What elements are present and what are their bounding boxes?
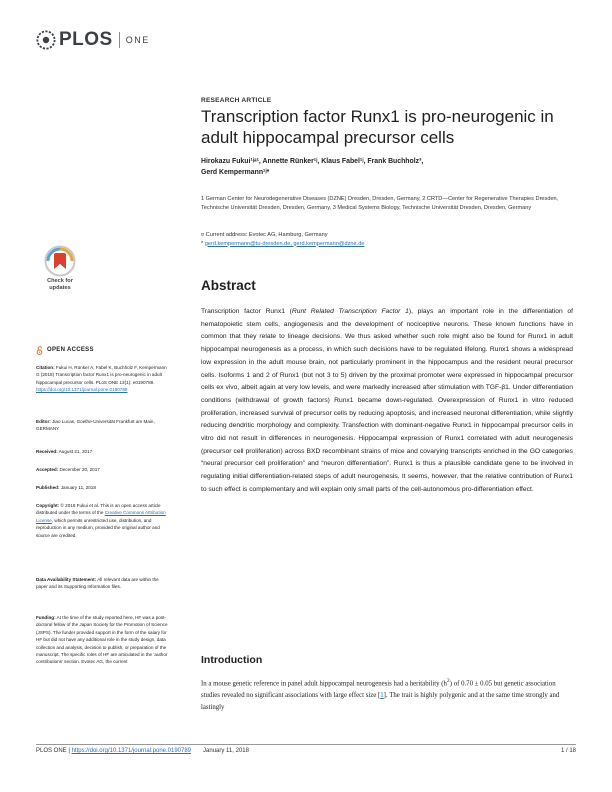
- article-type: RESEARCH ARTICLE: [201, 97, 272, 104]
- intro-text-a: In a mouse genetic reference in panel adult hippocampal neurogenesis had a heritability (h: [201, 680, 447, 688]
- data-availability-block: [36, 576, 168, 591]
- intro-text-c: ]. The trait is highly polygenic and at the same time strongly and lastingly: [201, 692, 560, 712]
- editor-block: [36, 418, 168, 433]
- intro-text-b: ) of 0.70 ± 0.05 but genetic association studies revealed no significant associations with large effect size [: [201, 680, 556, 700]
- license-link[interactable]: Creative Commons Attribution License: [36, 510, 166, 523]
- correspondence-block: [201, 231, 573, 248]
- published-label: Published:: [36, 485, 60, 490]
- current-address: ¤ Current address: Evotec AG, Hamburg, Germany: [201, 232, 328, 238]
- editor-label: Editor:: [36, 419, 51, 424]
- citation-doi-link[interactable]: https://doi.org/10.1371/journal.pone.0190789: [36, 387, 128, 393]
- citation-text: Fukui H, Rünker A, Fabel K, Buchholz F, Kempermann G (2018) Transcription factor Runx1 is pro-neurogenic in adult hippocampal precursor cells. PLoS ONE 13(1): e0190789.: [36, 365, 167, 385]
- open-access-text: OPEN ACCESS: [47, 346, 94, 353]
- accepted-label: Accepted:: [36, 467, 59, 472]
- introduction-heading: Introduction: [201, 654, 263, 666]
- abstract-text-a: Transcription factor Runx1 (: [201, 308, 292, 315]
- page-number: 1 / 18: [560, 748, 576, 754]
- copyright-label: Copyright:: [36, 503, 60, 508]
- published-text: January 11, 2018: [59, 485, 96, 490]
- plos-logo-icon: [36, 30, 56, 50]
- logo-plos-text: PLOS: [59, 29, 113, 50]
- published-date: [36, 484, 168, 491]
- check-for-updates-icon: [44, 245, 76, 277]
- email-line: [201, 240, 573, 249]
- footer-journal: PLOS ONE: [36, 748, 67, 754]
- funding-block: [36, 614, 168, 666]
- abstract-text: [201, 306, 573, 497]
- email-prefix: *: [201, 240, 205, 247]
- footer-separator: |: [66, 748, 72, 754]
- received-date: [36, 448, 168, 455]
- data-availability-text: All relevant data are within the paper and its Supporting Information files.: [36, 577, 159, 590]
- citation-block: [36, 364, 168, 394]
- accepted-date: [36, 466, 168, 473]
- badge-line-1: Check for: [47, 278, 73, 284]
- abstract-text-b: ), plays an important role in the differentiation of hematopoietic stem cells, angiogenesis and the development of nociceptive neurons. These known functions have in common that they relate to lineage decisions. We thus asked whether such role might also be found for Runx1 in adult hippocampal neurogenesis as a process, in which such decisions have to be regulated lifelong. Runx1 shows a widespread low expression in the adult mouse brain, not particularly prominent in the hippocampus and the resident neural precursor cells. Isoforms 1 and 2 of Runx1 (but not 3 to 5) driven by the proximal promoter were expressed in hippocampal precursor cells ex vivo, albeit again at very low levels, and were markedly increased after stimulation with TGF-β1. Under differentiation conditions (withdrawal of growth factors) Runx1 became down-regulated. Overexpression of Runx1 in vitro reduced proliferation, increased survival of precursor cells by reducing apoptosis, and increased neuronal differentiation, while slightly reducing dendritic morphology and complexity. Transfection with dominant-negative Runx1 in hippocampal precursor cells in vitro did not result in differences in neurogenesis. Hippocampal expression of Runx1 correlated with adult neurogenesis (precursor cell proliferation) across BXD recombinant strains of mice and covarying transcripts enriched in the GO categories “neural precursor cell proliferation” and “neuron differentiation”. Runx1 is thus a plausible candidate gene to be involved in regulating initial differentiation-related steps of adult neurogenesis. It seems, however, that the relative contribution of Runx1 to such effect is complementary and will explain only small parts of the cell-autonomous pro-differentiation effect.: [201, 308, 574, 493]
- footer-divider: [36, 744, 576, 745]
- intro-superscript: 2: [446, 678, 450, 684]
- abstract-heading: Abstract: [201, 278, 256, 293]
- check-for-updates-label: [47, 278, 73, 291]
- author-list: [201, 157, 573, 178]
- citation-label: Citation:: [36, 365, 55, 370]
- footer-journal-info: [36, 748, 249, 754]
- check-for-updates-badge[interactable]: [36, 245, 84, 297]
- abstract-text-italic: Runt Related Transcription Factor 1: [291, 308, 409, 315]
- badge-line-2: updates: [49, 284, 71, 291]
- footer-date: January 11, 2018: [203, 748, 249, 754]
- authors-line-2: Gerd Kempermann¹ʲ*: [201, 168, 270, 176]
- copyright-text-a: © 2018 Fukui et al. This is an open access article distributed under the terms of the: [36, 503, 161, 516]
- accepted-text: December 20, 2017: [58, 467, 100, 472]
- article-title: Transcription factor Runx1 is pro-neurogenic in adult hippocampal precursor cells: [201, 107, 554, 147]
- logo-one-text: ONE: [125, 35, 150, 45]
- editor-text: Jiao Lucas, Goethe-Universität Frankfurt am Main, GERMANY: [36, 419, 155, 432]
- data-availability-label: Data Availability Statement:: [36, 577, 97, 582]
- open-lock-icon: [36, 346, 43, 355]
- copyright-block: [36, 502, 168, 539]
- plos-one-logo: [36, 28, 150, 52]
- authors-line-1: Hirokazu Fukui¹ʲᵃ¹, Annette Rünker¹ʲ, Klaus Fabel¹ʲ, Frank Buchholz³,: [201, 158, 424, 165]
- copyright-text-b: , which permits unrestricted use, distribution, and reproduction in any medium, provided the original author and source are credited.: [36, 517, 160, 538]
- received-text: August 21, 2017: [57, 449, 93, 454]
- introduction-text: [201, 675, 573, 714]
- received-label: Received:: [36, 449, 58, 454]
- open-access-label: [36, 346, 168, 355]
- logo-divider: [119, 32, 120, 48]
- reference-link[interactable]: 1: [380, 692, 384, 700]
- author-email-links[interactable]: gerd.kempermann@tu-dresden.de, gerd.kempermann@dzne.de: [204, 240, 365, 247]
- affiliations: 1 German Center for Neurodegenerative Diseases (DZNE) Dresden, Dresden, Germany, 2 CRTD—Center for Regenerative Therapies Dresden, Technische Universität Dresden, Dresden, Germany, 3 Medical Systems Biology, Technische Universität Dresden, Dresden, Germany: [201, 196, 559, 211]
- footer-doi-link[interactable]: https://doi.org/10.1371/journal.pone.0190789: [71, 748, 192, 754]
- funding-text: At the time of the study reported here, HF was a post-doctoral fellow of the Japan Society for the Promotion of Science (JSPS). The funder provided support in the form of the salary for HF but did not have any additional role in the study design, data collection and analysis, decision to publish, or preparation of the manuscript. The specific roles of HF are articulated in the ‘author contributions’ section. Evotec AG, the current: [36, 615, 168, 665]
- funding-label: Funding:: [36, 615, 56, 620]
